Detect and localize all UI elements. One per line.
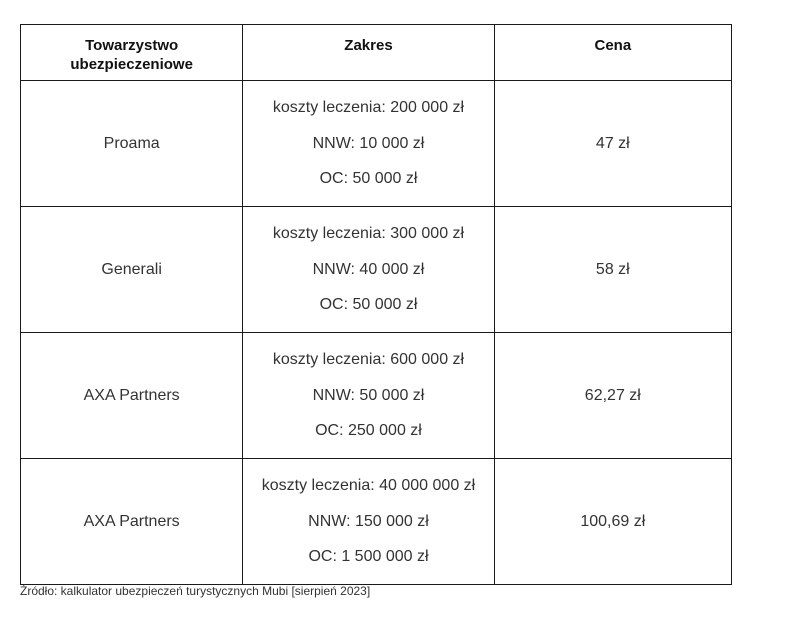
company-cell: AXA Partners xyxy=(21,459,243,585)
scope-nnw: NNW: 10 000 zł xyxy=(312,134,425,152)
table-row xyxy=(21,81,732,207)
scope-oc: OC: 1 500 000 zł xyxy=(308,548,429,566)
scope-cell xyxy=(243,333,494,459)
scope-cell xyxy=(243,81,494,207)
scope-nnw: NNW: 50 000 zł xyxy=(312,386,425,404)
table-row xyxy=(21,333,732,459)
table-row xyxy=(21,207,732,333)
scope-cell xyxy=(243,459,494,585)
header-company-line1: Towarzystwo xyxy=(85,37,179,54)
scope-oc: OC: 250 000 zł xyxy=(315,422,422,440)
scope-medical-costs: koszty leczenia: 600 000 zł xyxy=(272,351,465,369)
price-cell: 47 zł xyxy=(494,81,731,207)
scope-nnw: NNW: 150 000 zł xyxy=(308,512,429,530)
price-cell: 62,27 zł xyxy=(494,333,731,459)
insurance-comparison-table xyxy=(20,24,732,585)
header-scope: Zakres xyxy=(243,25,494,81)
scope-oc: OC: 50 000 zł xyxy=(319,296,418,314)
scope-nnw: NNW: 40 000 zł xyxy=(312,260,425,278)
scope-medical-costs: koszty leczenia: 200 000 zł xyxy=(272,99,465,117)
header-price: Cena xyxy=(494,25,731,81)
table-row xyxy=(21,459,732,585)
table-header-row xyxy=(21,25,732,81)
company-cell: Proama xyxy=(21,81,243,207)
price-cell: 100,69 zł xyxy=(494,459,731,585)
company-cell: Generali xyxy=(21,207,243,333)
scope-oc: OC: 50 000 zł xyxy=(319,170,418,188)
scope-medical-costs: koszty leczenia: 300 000 zł xyxy=(272,225,465,243)
price-cell: 58 zł xyxy=(494,207,731,333)
header-company-line2: ubezpieczeniowe xyxy=(70,56,193,73)
scope-medical-costs: koszty leczenia: 40 000 000 zł xyxy=(261,477,476,495)
source-note: Źródło: kalkulator ubezpieczeń turystycznych Mubi [sierpień 2023] xyxy=(20,584,371,598)
company-cell: AXA Partners xyxy=(21,333,243,459)
scope-cell xyxy=(243,207,494,333)
header-company xyxy=(21,25,243,81)
